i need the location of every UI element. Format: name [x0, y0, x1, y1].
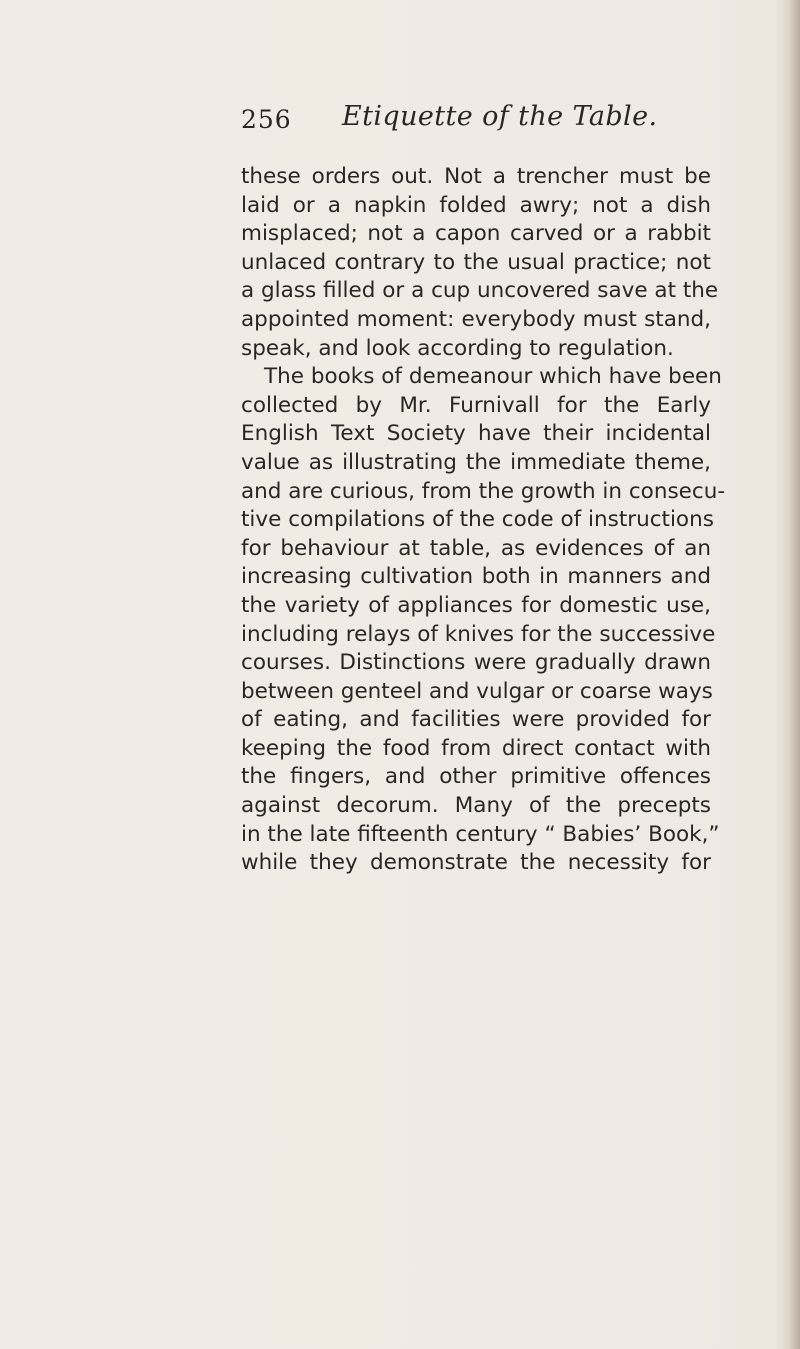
text-line: courses. Distinctions were gradually drawn [241, 650, 711, 676]
text-line: appointed moment: everybody must stand, [241, 306, 711, 332]
page-edge [790, 0, 800, 1349]
text-line: unlaced contrary to the usual practice; not [241, 249, 711, 275]
text-line: including relays of knives for the successive [241, 621, 716, 647]
text-line: a glass filled or a cup uncovered save at the [241, 278, 719, 304]
text-line: English Text Society have their incidental [241, 421, 711, 447]
text-line: tive compilations of the code of instructions [241, 507, 714, 533]
text-line: for behaviour at table, as evidences of an [241, 535, 711, 561]
text-line: the variety of appliances for domestic use, [241, 592, 711, 618]
body-text [241, 163, 726, 878]
text-line: laid or a napkin folded awry; not a dish [241, 192, 711, 218]
page-header [241, 101, 711, 149]
text-line: keeping the food from direct contact with [241, 735, 711, 761]
text-line: between genteel and vulgar or coarse ways [241, 678, 713, 704]
text-line: these orders out. Not a trencher must be [241, 164, 711, 189]
running-title: Etiquette of the Table. [342, 101, 658, 132]
text-line: value as illustrating the immediate theme, [241, 449, 711, 475]
text-line: the fingers, and other primitive offences [241, 764, 711, 790]
text-line: collected by Mr. Furnivall for the Early [241, 392, 711, 418]
text-line: misplaced; not a capon carved or a rabbit [241, 221, 711, 247]
paragraph-start-line: The books of demeanour which have been [264, 364, 722, 390]
text-line: and are curious, from the growth in consecu- [241, 478, 726, 504]
text-line: of eating, and facilities were provided for [241, 707, 711, 733]
text-line: increasing cultivation both in manners and [241, 564, 711, 590]
page-number: 256 [241, 105, 292, 134]
text-line: while they demonstrate the necessity for [241, 850, 711, 876]
text-line: in the late fifteenth century “ Babies’ Book,” [241, 821, 720, 847]
text-line: against decorum. Many of the precepts [241, 793, 711, 819]
text-line: speak, and look according to regulation. [241, 335, 674, 361]
